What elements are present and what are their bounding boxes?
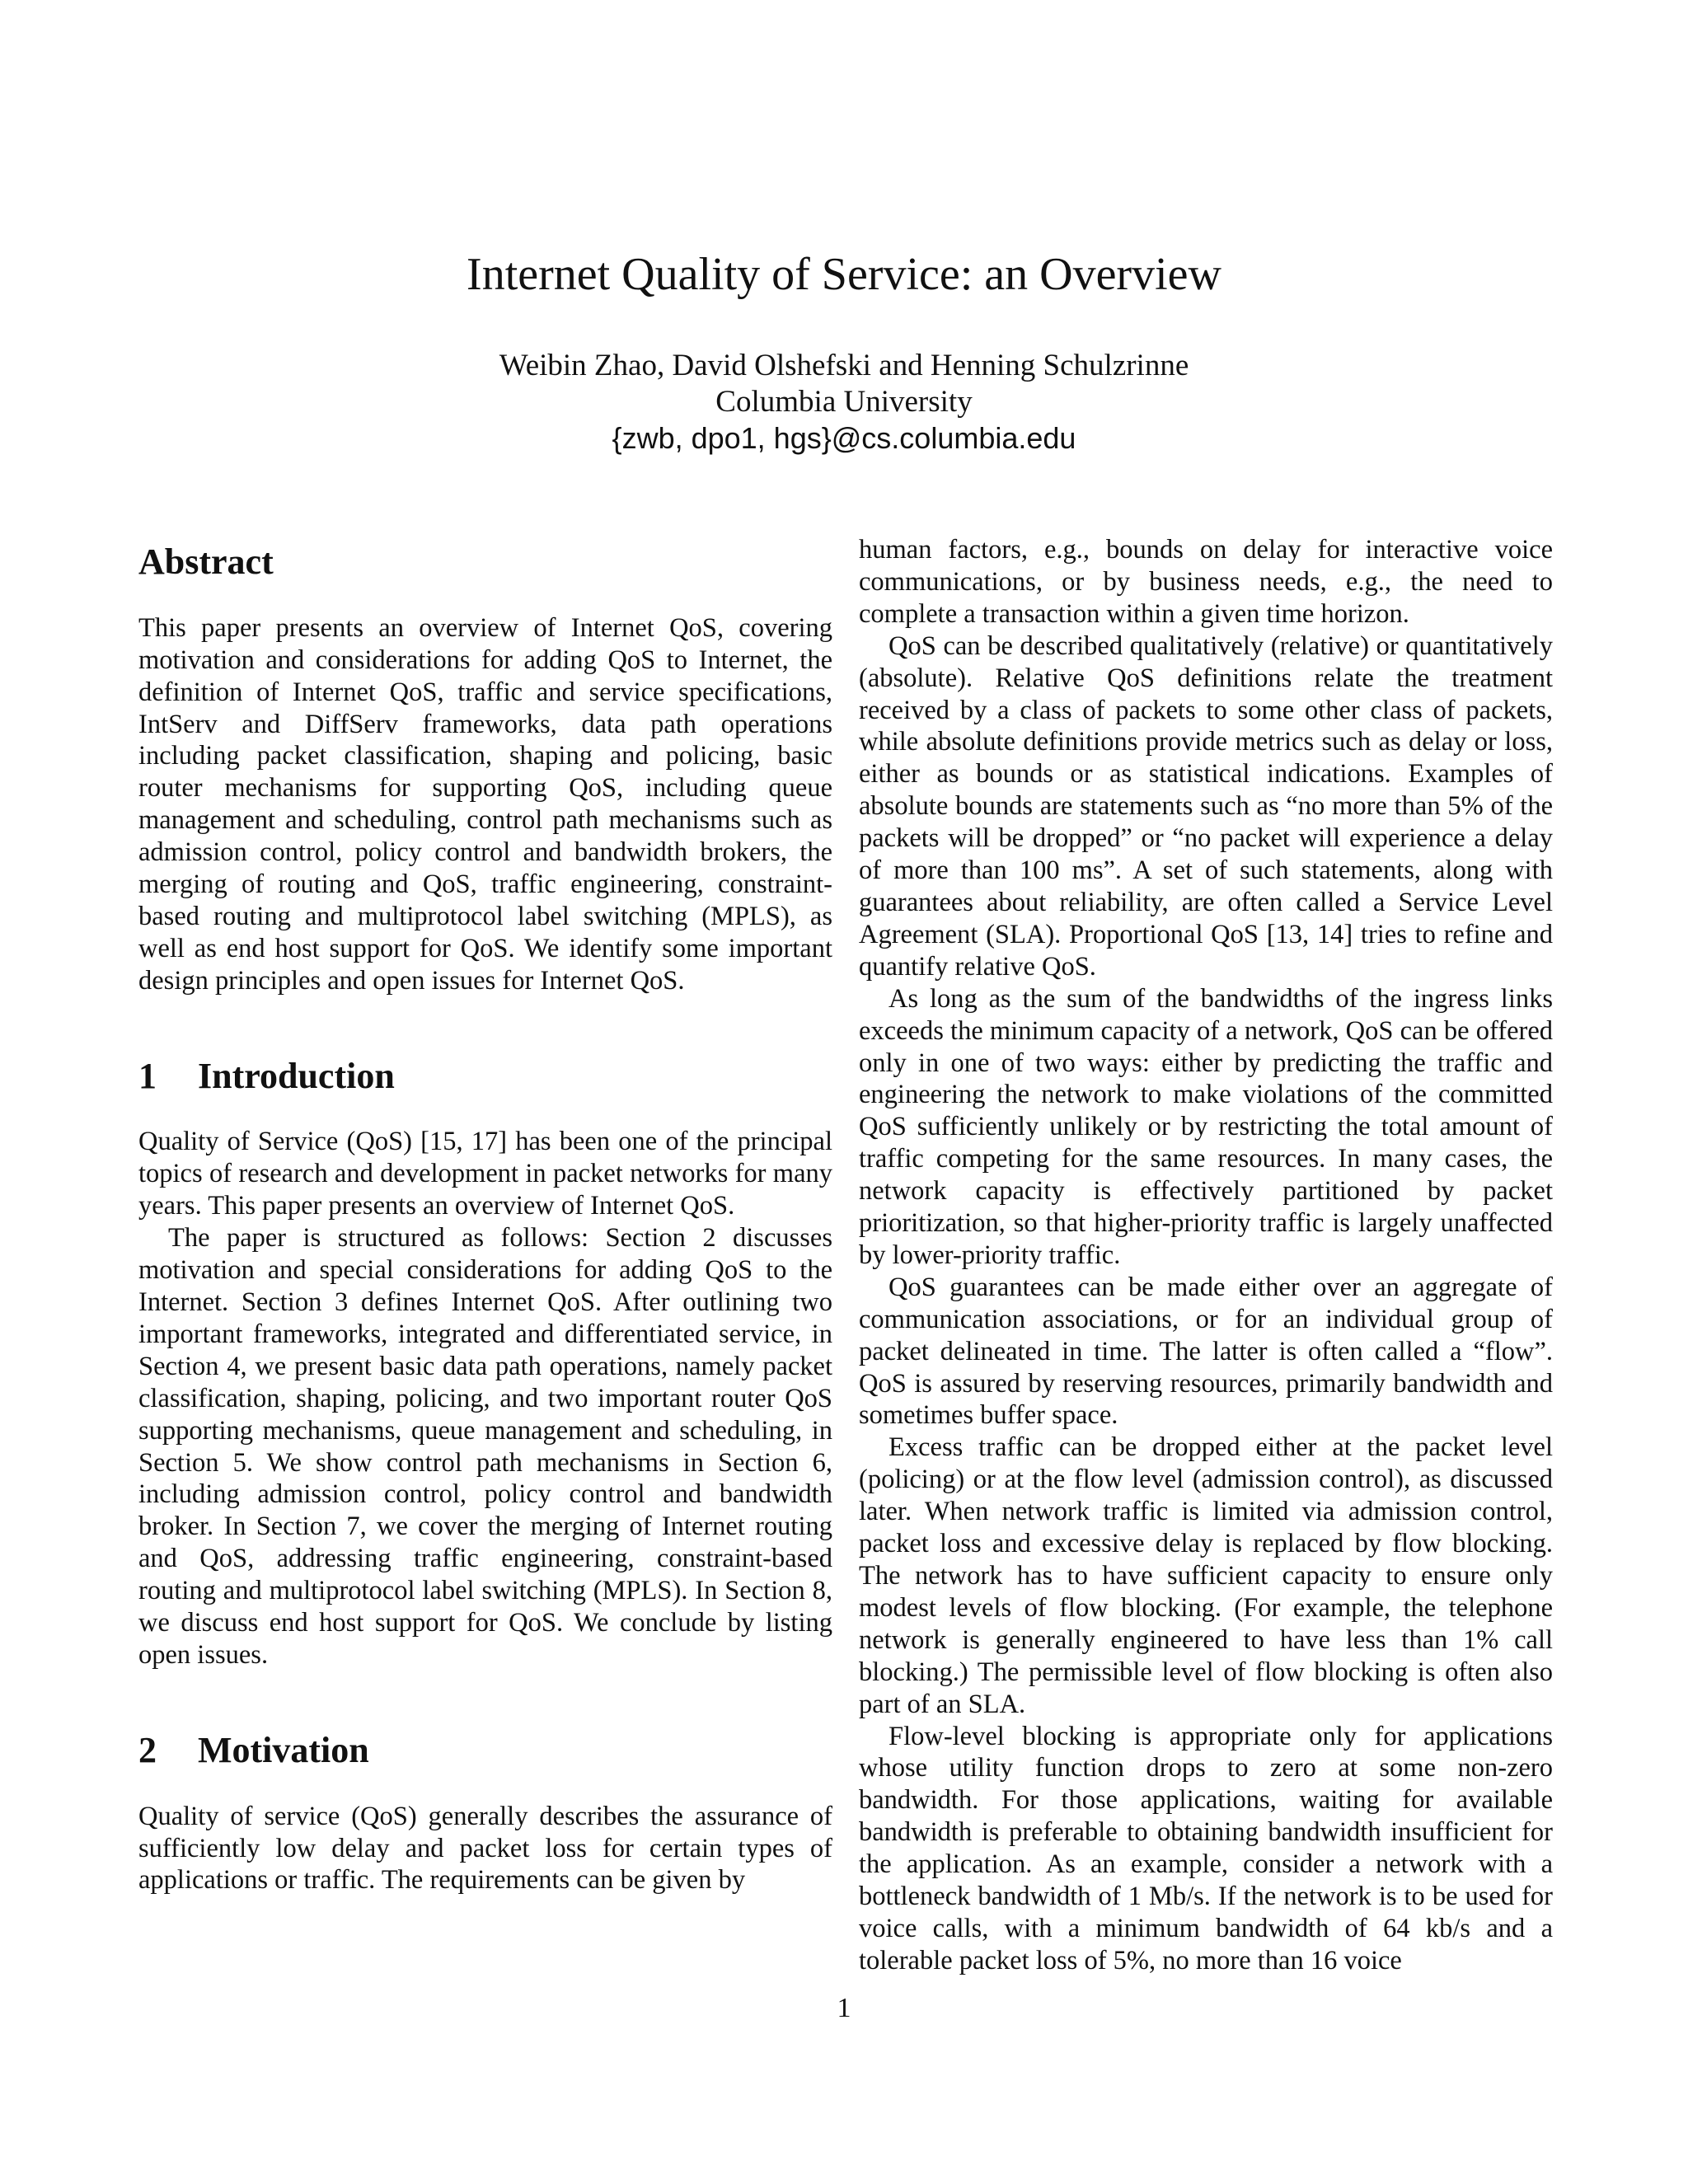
abstract-text: This paper presents an overview of Internet QoS, covering motivation and considerations for adding QoS to Internet, the definition of Internet QoS, traffic and service specifications, IntServ and DiffServ frameworks, data path operations including packet classification, shaping and policing, basic router mechanisms for supporting QoS, including queue management and scheduling, control path mechanisms such as admission control, policy control and bandwidth brokers, the merging of routing and QoS, traffic engineering, constraint-based routing and multiprotocol label switching (MPLS), as well as end host support for QoS. We identify some important design principles and open issues for Internet QoS. bbox=[138, 612, 832, 996]
author-block bbox=[0, 348, 1688, 457]
paper-title: Internet Quality of Service: an Overview bbox=[467, 249, 1221, 300]
section-number: 1 bbox=[138, 1055, 157, 1096]
paragraph: Excess traffic can be dropped either at the packet level (policing) or at the flow level (admission control), as discussed later. When network traffic is limited via admission control, packet loss and excessive delay is replaced by flow blocking. The network has to have sufficient capacity to ensure only modest levels of flow blocking. (For example, the telephone network is generally engineered to have less than 1% call blocking.) The permissible level of flow blocking is often also part of an SLA. bbox=[859, 1432, 1553, 1719]
paragraph: QoS guarantees can be made either over an aggregate of communication associations, or for an individual group of packet delineated in time. The latter is often called a “flow”. QoS is assured by reserving resources, primarily bandwidth and sometimes buffer space. bbox=[859, 1272, 1553, 1431]
paragraph-continued: human factors, e.g., bounds on delay for interactive voice communications, or by business needs, e.g., the need to complete a transaction within a given time horizon. bbox=[859, 535, 1553, 629]
right-column bbox=[859, 534, 1553, 1977]
page-number: 1 bbox=[837, 1993, 851, 2023]
paragraph: Flow-level blocking is appropriate only for applications whose utility function drops to zero at some non-zero bandwidth. For those applications, waiting for available bandwidth is preferable to obtaining bandwidth insufficient for the application. As an example, consider a network with a bottleneck bandwidth of 1 Mb/s. If the network is to be used for voice calls, with a minimum bandwidth of 64 kb/s and a tolerable packet loss of 5%, no more than 16 voice bbox=[859, 1721, 1553, 1975]
author-email: {zwb, dpo1, hgs}@cs.columbia.edu bbox=[612, 421, 1076, 455]
abstract-heading: Abstract bbox=[138, 541, 274, 582]
section-1-heading bbox=[138, 1055, 832, 1099]
paragraph: Quality of service (QoS) generally describes the assurance of sufficiently low delay and packet loss for certain types of applications or traffic. The requirements can be given by bbox=[138, 1801, 832, 1896]
author-names: Weibin Zhao, David Olshefski and Henning Schulzrinne bbox=[499, 349, 1189, 382]
paragraph: As long as the sum of the bandwidths of the ingress links exceeds the minimum capacity of a network, QoS can be offered only in one of two ways: either by predicting the traffic and engineering the network to make violations of the committed QoS sufficiently unlikely or by restricting the total amount of traffic competing for the same resources. In many cases, the network capacity is effectively partitioned by packet prioritization, so that higher-priority traffic is largely unaffected by lower-priority traffic. bbox=[859, 983, 1553, 1270]
affiliation: Columbia University bbox=[715, 385, 973, 419]
paragraph: The paper is structured as follows: Section 2 discusses motivation and special considerations for adding QoS to the Internet. Section 3 defines Internet QoS. After outlining two important frameworks, integrated and differentiated service, in Section 4, we present basic data path operations, namely packet classification, shaping, policing, and two important router QoS supporting mechanisms, queue management and scheduling, in Section 5. We show control path mechanisms in Section 6, including admission control, policy control and bandwidth broker. In Section 7, we cover the merging of Internet routing and QoS, addressing traffic engineering, constraint-based routing and multiprotocol label switching (MPLS). In Section 8, we discuss end host support for QoS. We conclude by listing open issues. bbox=[138, 1223, 832, 1670]
section-2-heading bbox=[138, 1729, 832, 1773]
paragraph: QoS can be described qualitatively (relative) or quantitatively (absolute). Relative QoS definitions relate the treatment received by a class of packets to some other class of packets, while absolute definitions provide metrics such as delay or loss, either as bounds or as statistical indications. Examples of absolute bounds are statements such as “no more than 5% of the packets will be dropped” or “no packet will experience a delay of more than 100 ms”. A set of such statements, along with guarantees about reliability, are often called a Service Level Agreement (SLA). Proportional QoS [13, 14] tries to refine and quantify relative QoS. bbox=[859, 630, 1553, 982]
left-column bbox=[138, 534, 832, 1896]
section-title: Motivation bbox=[198, 1729, 369, 1770]
paragraph: Quality of Service (QoS) [15, 17] has been one of the principal topics of research and development in packet networks for many years. This paper presents an overview of Internet QoS. bbox=[138, 1127, 832, 1221]
section-number: 2 bbox=[138, 1729, 157, 1770]
section-title: Introduction bbox=[198, 1055, 395, 1096]
